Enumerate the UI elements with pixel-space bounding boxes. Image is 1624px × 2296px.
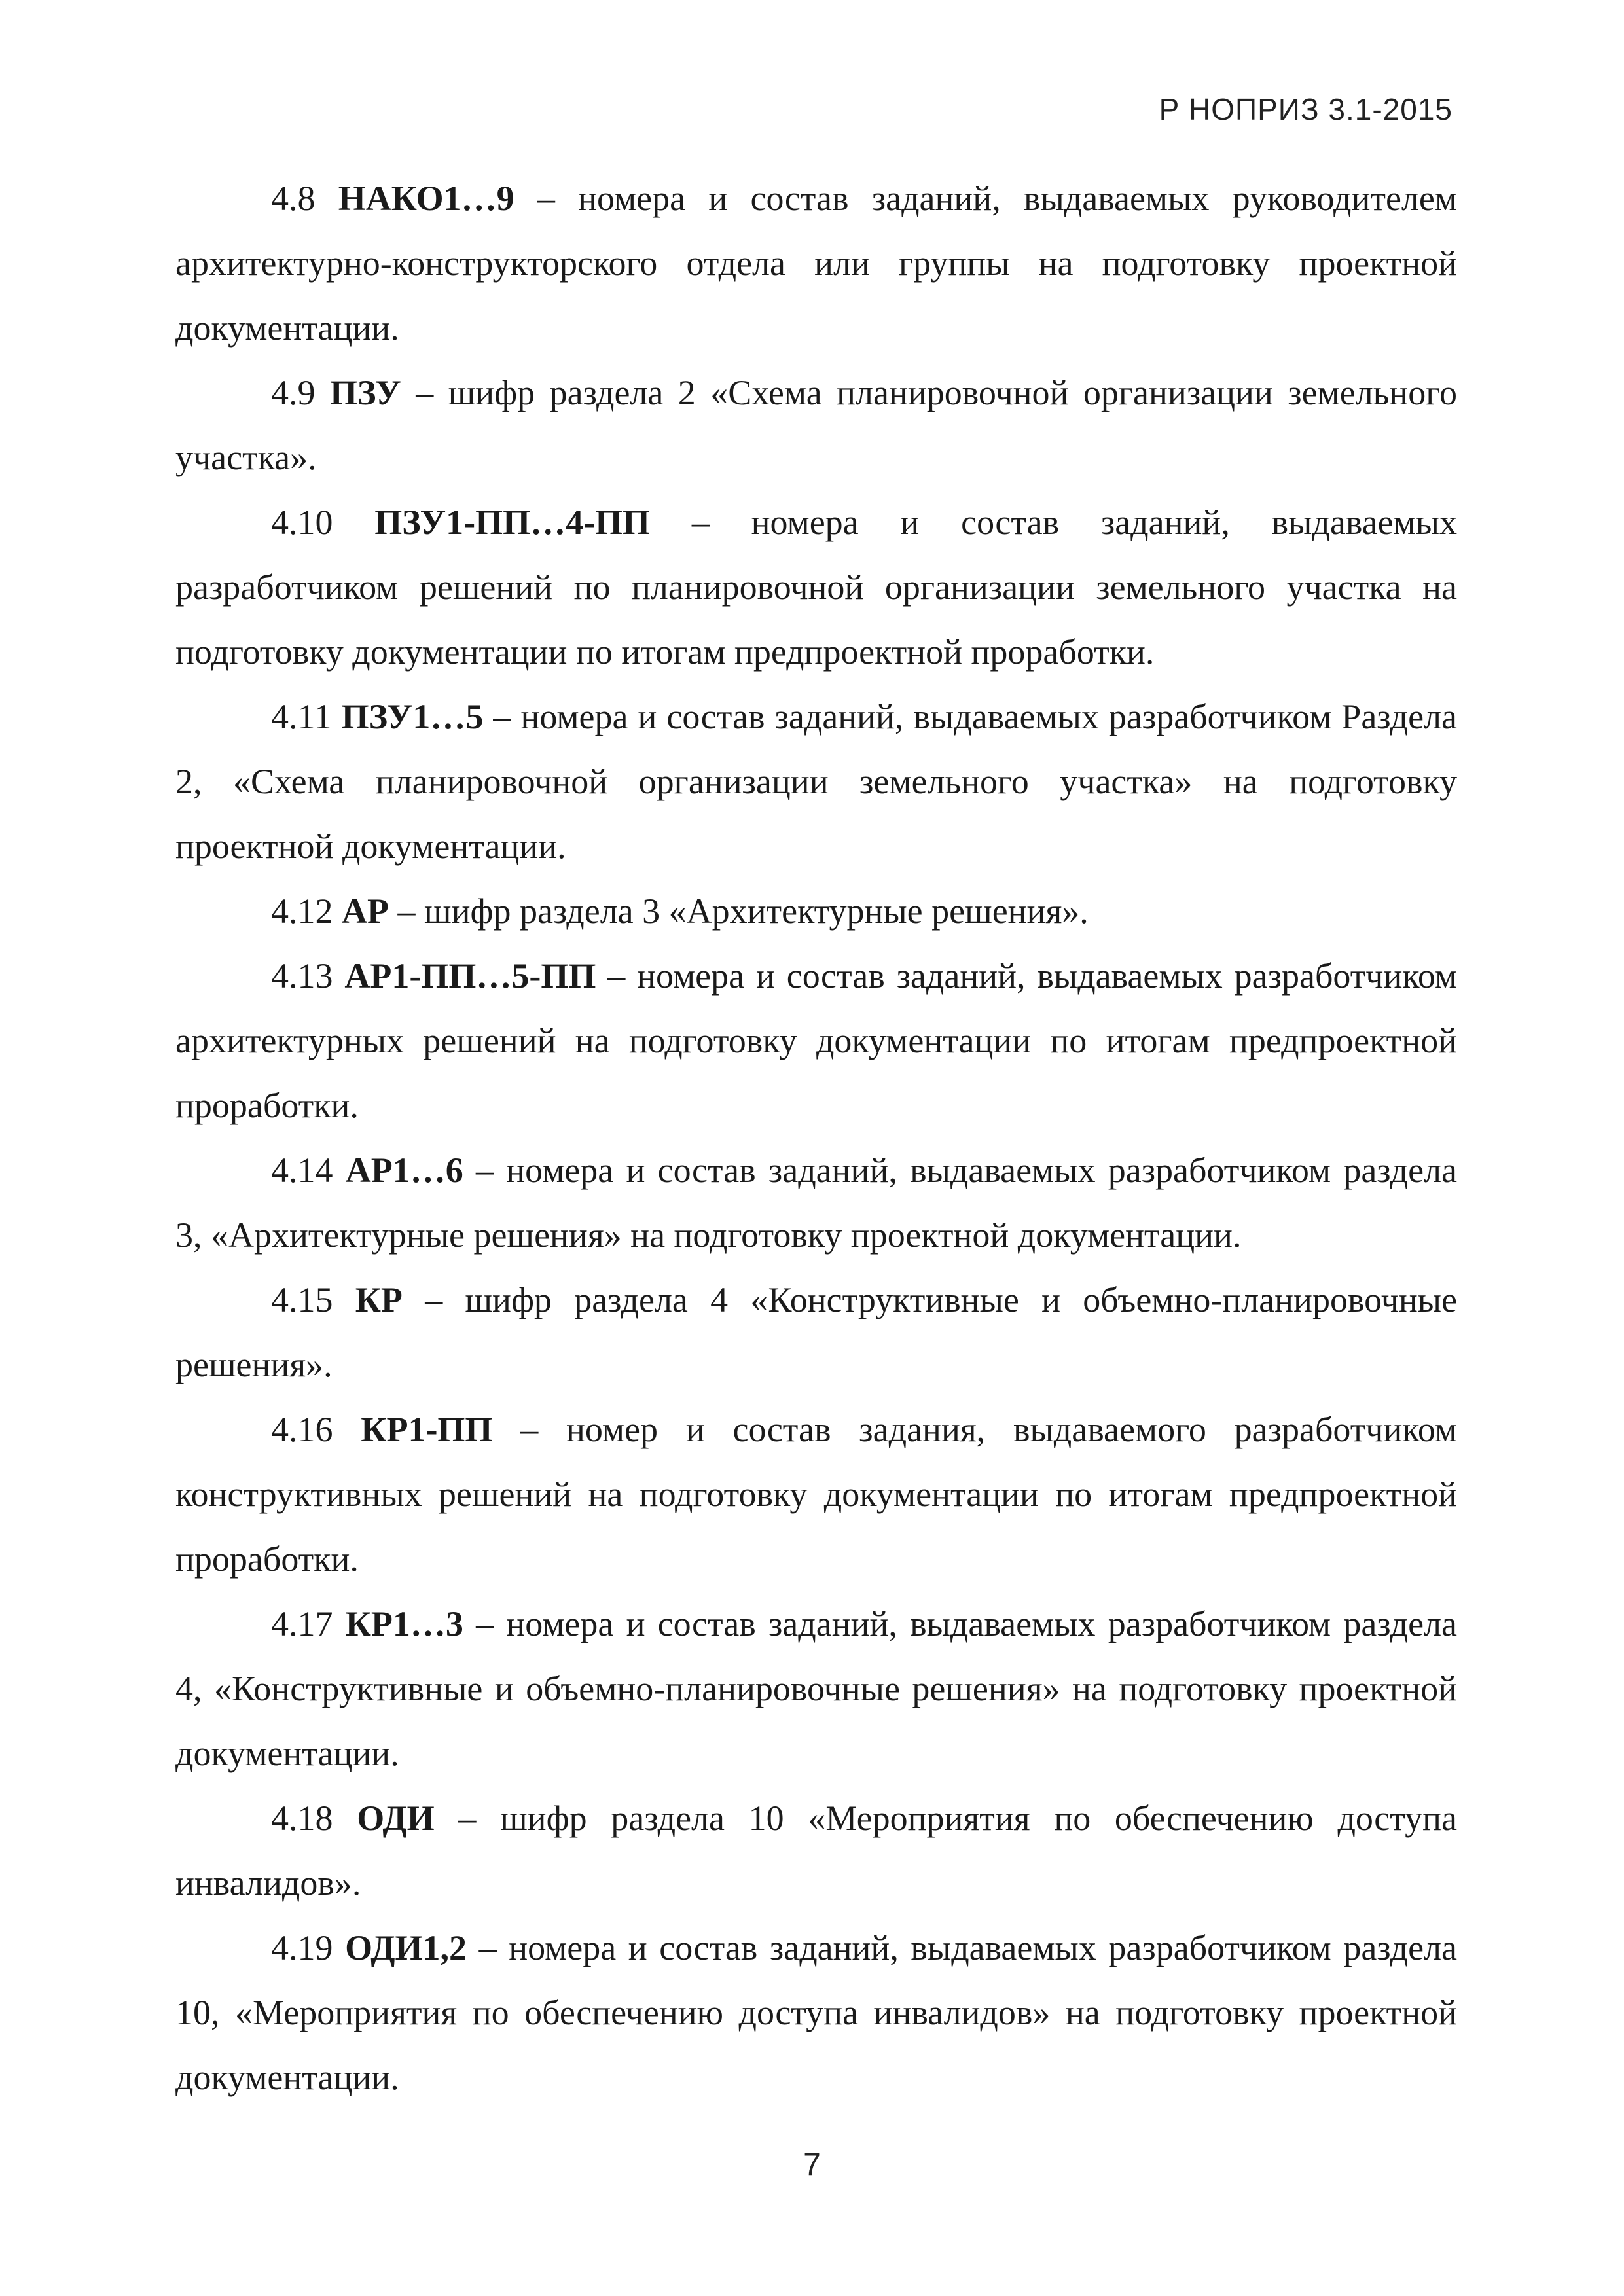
paragraph-number: 4.18 [271, 1799, 333, 1838]
document-body [175, 166, 1457, 2110]
paragraph-number: 4.12 [271, 891, 333, 931]
paragraph-code: АР1-ПП…5-ПП [344, 956, 596, 996]
paragraph-number: 4.9 [271, 373, 316, 412]
paragraph-number: 4.11 [271, 697, 332, 736]
paragraph-4-19 [175, 1916, 1457, 2110]
paragraph-code: ОДИ [357, 1799, 435, 1838]
paragraph-number: 4.14 [271, 1151, 333, 1190]
paragraph-number: 4.8 [271, 179, 316, 218]
paragraph-text: – шифр раздела 3 «Архитектурные решения». [388, 891, 1089, 931]
paragraph-4-10 [175, 490, 1457, 685]
paragraph-text: – номер и состав задания, выдаваемого разработчиком конструктивных решений на подготовку документации по итогам предпроектной проработки. [175, 1410, 1457, 1579]
paragraph-code: КР1-ПП [361, 1410, 493, 1449]
paragraph-4-14 [175, 1138, 1457, 1268]
paragraph-text: – номера и состав заданий, выдаваемых разработчиком раздела 10, «Мероприятия по обеспечению доступа инвалидов» на подготовку проектной документации. [175, 1928, 1457, 2097]
paragraph-code: ОДИ1,2 [345, 1928, 467, 1967]
paragraph-text: – номера и состав заданий, выдаваемых разработчиком раздела 4, «Конструктивные и объемно-планировочные решения» на подготовку проектной документации. [175, 1604, 1458, 1773]
paragraph-code: ПЗУ [329, 373, 401, 412]
paragraph-text: – шифр раздела 2 «Схема планировочной организации земельного участка». [175, 373, 1457, 477]
paragraph-number: 4.13 [271, 956, 333, 996]
paragraph-text: – номера и состав заданий, выдаваемых разработчиком Раздела 2, «Схема планировочной организации земельного участка» на подготовку проектной документации. [175, 697, 1458, 866]
paragraph-4-15 [175, 1268, 1457, 1397]
paragraph-code: КР [355, 1280, 403, 1319]
paragraph-code: ПЗУ1…5 [341, 697, 484, 736]
paragraph-number: 4.17 [271, 1604, 333, 1643]
paragraph-4-13 [175, 944, 1457, 1138]
paragraph-4-8 [175, 166, 1457, 361]
document-code-header: Р НОПРИЗ 3.1-2015 [1159, 92, 1453, 126]
paragraph-4-18 [175, 1786, 1457, 1916]
paragraph-code: НАКО1…9 [338, 179, 514, 218]
paragraph-4-9 [175, 361, 1457, 490]
paragraph-text: – номера и состав заданий, выдаваемых разработчиком решений по планировочной организации земельного участка на подготовку документации по итогам предпроектной проработки. [175, 503, 1458, 672]
paragraph-4-17 [175, 1592, 1457, 1786]
paragraph-code: АР1…6 [345, 1151, 463, 1190]
paragraph-number: 4.10 [271, 503, 333, 542]
paragraph-code: ПЗУ1-ПП…4-ПП [374, 503, 651, 542]
paragraph-code: КР1…3 [345, 1604, 463, 1643]
paragraph-4-16 [175, 1397, 1457, 1592]
paragraph-text: – шифр раздела 4 «Конструктивные и объемно-планировочные решения». [175, 1280, 1457, 1384]
page-number: 7 [803, 2147, 821, 2182]
paragraph-number: 4.15 [271, 1280, 333, 1319]
paragraph-code: АР [342, 891, 389, 931]
paragraph-text: – номера и состав заданий, выдаваемых разработчиком архитектурных решений на подготовку документации по итогам предпроектной проработки. [175, 956, 1457, 1125]
paragraph-4-11 [175, 685, 1457, 879]
paragraph-text: – номера и состав заданий, выдаваемых руководителем архитектурно-конструкторского отдела или группы на подготовку проектной документации. [175, 179, 1458, 348]
paragraph-text: – номера и состав заданий, выдаваемых разработчиком раздела 3, «Архитектурные решения» на подготовку проектной документации. [175, 1151, 1458, 1255]
paragraph-number: 4.19 [271, 1928, 333, 1967]
paragraph-4-12 [175, 879, 1457, 944]
paragraph-text: – шифр раздела 10 «Мероприятия по обеспечению доступа инвалидов». [175, 1799, 1457, 1903]
paragraph-number: 4.16 [271, 1410, 333, 1449]
